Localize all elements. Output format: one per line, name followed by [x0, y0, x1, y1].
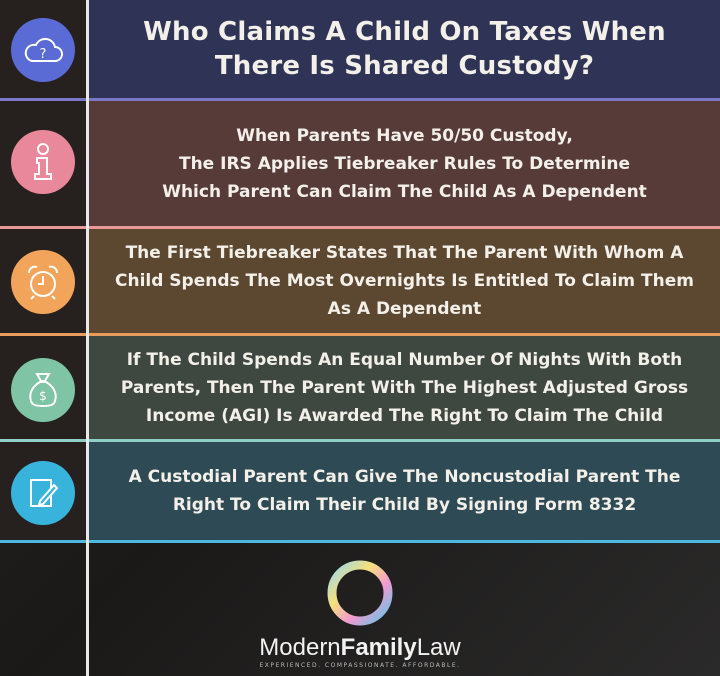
brand-part: Law [416, 634, 461, 661]
text-line: When Parents Have 50/50 Custody, [236, 125, 573, 146]
text-line: Child Spends The Most Overnights Is Entitled To Claim Them [114, 271, 694, 291]
brand-logo [0, 555, 720, 635]
text-line: A Custodial Parent Can Give The Noncustodial Parent The [128, 467, 681, 487]
info-panel-3 [89, 336, 720, 439]
document-pen-icon [11, 461, 75, 525]
cloud-question-icon [11, 18, 75, 82]
text-line: As A Dependent [327, 299, 482, 319]
text-line: Income (AGI) Is Awarded The Right To Claim The Child [145, 405, 664, 426]
alarm-clock-icon [11, 250, 75, 314]
svg-text:$: $ [39, 389, 47, 403]
text-line: Right To Claim Their Child By Signing Form 8332 [172, 495, 637, 515]
text-line: The IRS Applies Tiebreaker Rules To Determine [178, 153, 630, 174]
info-panel-2 [89, 229, 720, 333]
svg-text:?: ? [39, 47, 47, 62]
money-bag-icon [11, 358, 75, 422]
text-line: Which Parent Can Claim The Child As A Dependent [162, 181, 647, 202]
text-line: Parents, Then The Parent With The Highest Adjusted Gross [120, 377, 689, 398]
brand-tagline: EXPERIENCED. COMPASSIONATE. AFFORDABLE. [259, 662, 461, 669]
brand-name [0, 634, 720, 662]
brand-part: Family [340, 634, 417, 661]
title-line: Who Claims A Child On Taxes When [143, 17, 666, 47]
divider [0, 540, 720, 543]
info-icon [11, 130, 75, 194]
title-line: There Is Shared Custody? [214, 51, 595, 81]
info-panel-4 [89, 442, 720, 540]
text-line: The First Tiebreaker States That The Parent With Whom A [125, 243, 684, 263]
text-line: If The Child Spends An Equal Number Of Nights With Both [126, 349, 683, 370]
info-panel-1 [89, 101, 720, 226]
brand-part: Modern [259, 634, 341, 661]
vertical-divider [86, 0, 89, 676]
page-title [143, 15, 666, 83]
header-panel [89, 0, 720, 98]
